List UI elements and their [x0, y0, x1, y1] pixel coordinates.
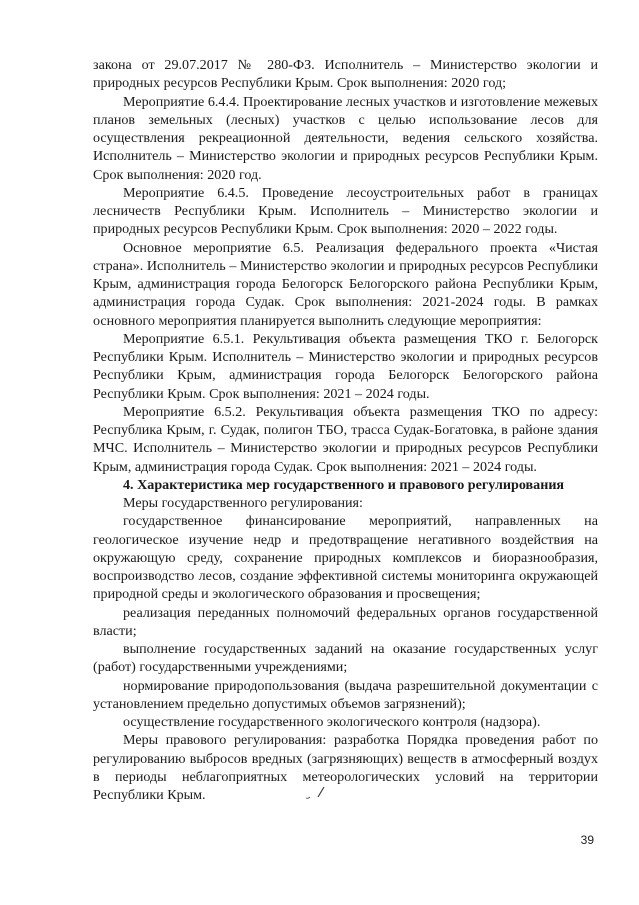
paragraph-law-continuation: закона от 29.07.2017 № 280-ФЗ. Исполнитель – Министерство экологии и природных ресурсов Республики Крым. Срок выполнения: 2020 год; [93, 57, 598, 92]
section-heading-4: 4. Характеристика мер государственного и правового регулирования [123, 476, 565, 493]
pen-mark-icon [305, 784, 327, 802]
paragraph-measure-6-4-4: Мероприятие 6.4.4. Проектирование лесных участков и изготовление межевых планов земельных (лесных) участков с целью использование лесов для осуществления рекреационной деятельности, ведения сельского хозяйства. Исполнитель – Министерство экологии и природных ресурсов Республики Крым. Срок выполнения: 2020 год. [93, 93, 598, 183]
paragraph-delegated-powers: реализация переданных полномочий федеральных органов государственной власти; [93, 604, 598, 639]
paragraph-legal-regulation: Меры правового регулирования: разработка Порядка проведения работ по регулированию выбросов вредных (загрязняющих) веществ в атмосферный воздух в периоды неблагоприятных метеорологических условий на территории Республики Крым. [93, 732, 598, 803]
paragraph-main-measure-6-5: Основное мероприятие 6.5. Реализация федерального проекта «Чистая страна». Исполнитель – Министерство экологии и природных ресурсов Республики Крым, администрация города Белогорск Белогорского района Республики Крым, администрация города Судак. Срок выполнения: 2021-2024 годы. В рамках основного мероприятия планируется выполнить следующие мероприятия: [93, 239, 598, 329]
paragraph-measure-6-5-2: Мероприятие 6.5.2. Рекультивация объекта размещения ТКО по адресу: Республика Крым, г. Судак, полигон ТБО, трасса Судак-Богатовка, в районе здания МЧС. Исполнитель – Министерство экологии и природных ресурсов Республики Крым, администрация города Судак. Срок выполнения: 2021 – 2024 годы. [93, 403, 598, 475]
paragraph-state-assignments: выполнение государственных заданий на оказание государственных услуг (работ) государственными учреждениями; [93, 641, 598, 676]
paragraph-ecological-control: осуществление государственного экологического контроля (надзора). [123, 714, 541, 730]
paragraph-state-financing: государственное финансирование мероприятий, направленных на геологическое изучение недр и предотвращение негативного воздействия на окружающую среду, сохранение природных комплексов и биоразнообразия, воспроизводство лесов, создание эффективной системы мониторинга окружающей природной среды и экологического образования и просвещения; [93, 513, 598, 603]
paragraph-measure-6-4-5: Мероприятие 6.4.5. Проведение лесоустроительных работ в границах лесничеств Республики Крым. Исполнитель – Министерство экологии и природных ресурсов Республики Крым. Срок выполнения: 2020 – 2022 годы. [93, 184, 598, 238]
paragraph-nature-use-standards: нормирование природопользования (выдача разрешительной документации с установлением предельно допустимых объемов загрязнений); [93, 677, 598, 712]
paragraph-state-regulation-intro: Меры государственного регулирования: [123, 495, 363, 511]
page-number: 39 [580, 833, 594, 847]
paragraph-measure-6-5-1: Мероприятие 6.5.1. Рекультивация объекта размещения ТКО г. Белогорск Республики Крым. Исполнитель – Министерство экологии и природных ресурсов Республики Крым, администрация города Белогорск Белогорского района Республики Крым. Срок выполнения: 2021 – 2024 годы. [93, 330, 598, 402]
document-body [93, 56, 598, 804]
